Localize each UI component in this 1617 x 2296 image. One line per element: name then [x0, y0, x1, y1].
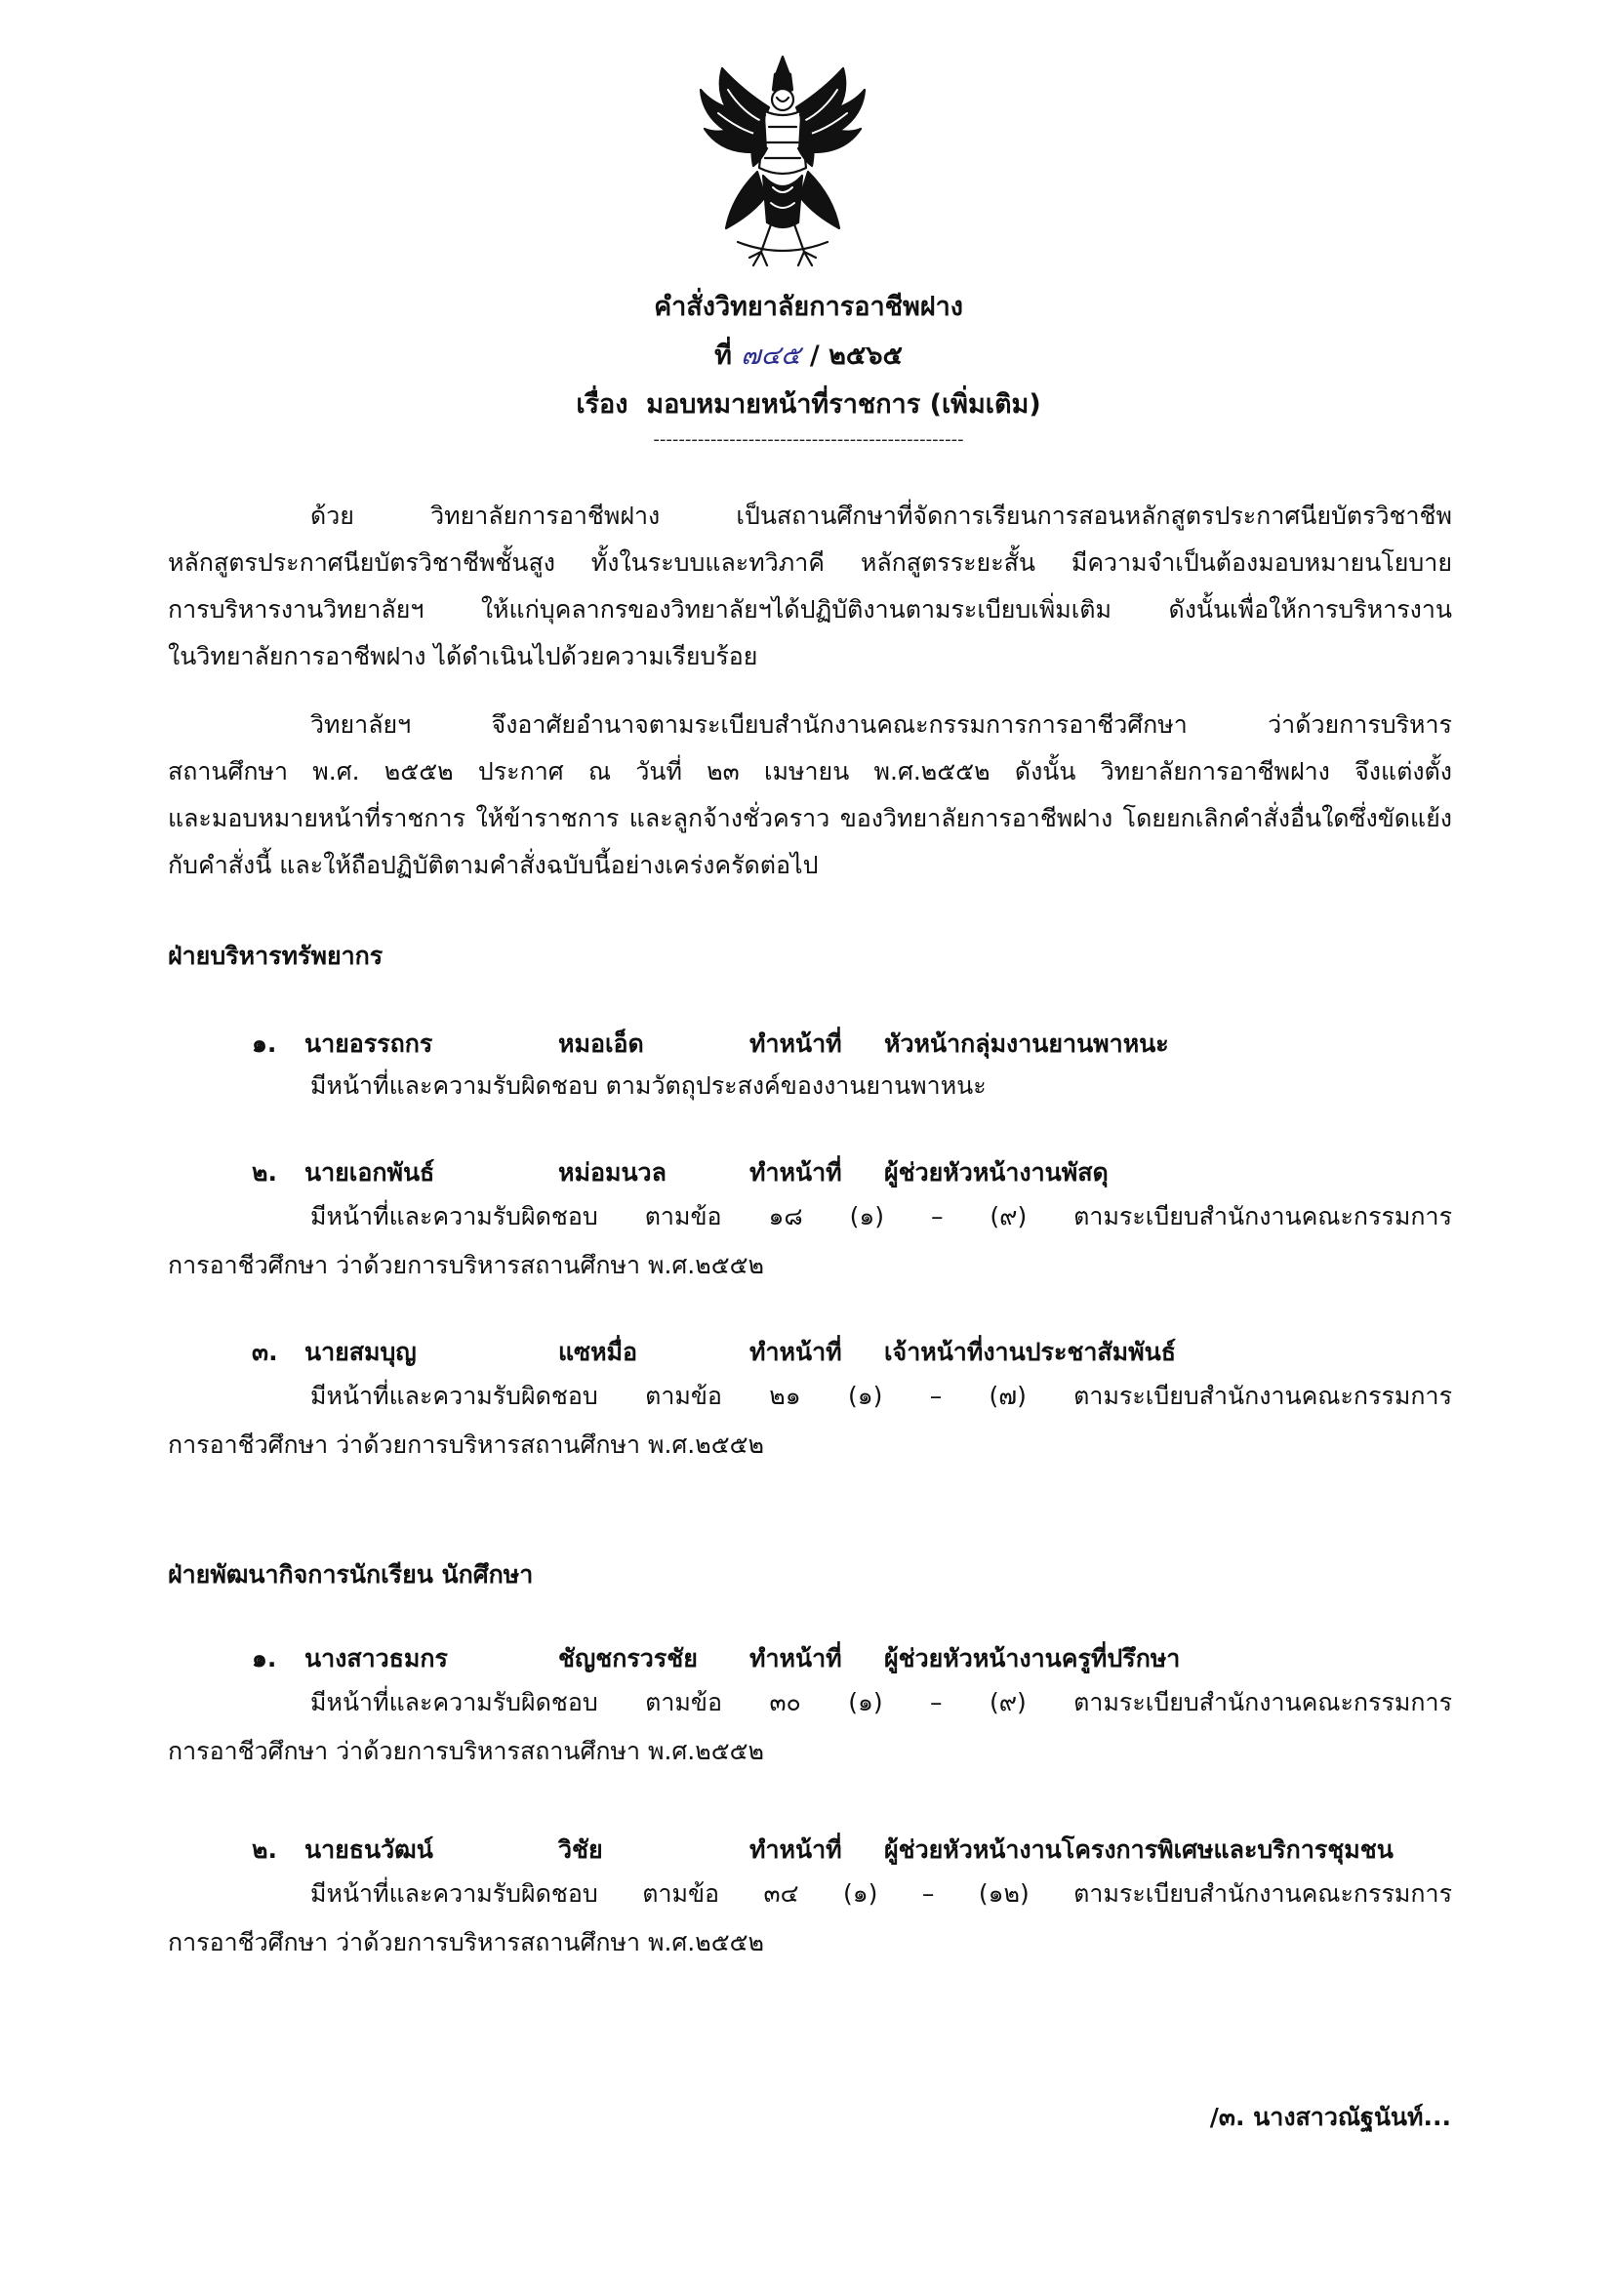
member-role-label: ทำหน้าที่: [749, 1029, 842, 1058]
member-role-label: ทำหน้าที่: [749, 1644, 842, 1672]
intro-p2-line3: และมอบหมายหน้าที่ราชการ ให้ข้าราชการ และลูกจ้างชั่วคราว ของวิทยาลัยการอาชีพฝาง โดยยกเลิกคำสั่งอื่นใดซึ่งขัดแย้ง: [168, 804, 1452, 832]
intro-p2-line2: สถานศึกษา พ.ศ. ๒๕๕๒ ประกาศ ณ วันที่ ๒๓ เมษายน พ.ศ.๒๕๕๒ ดังนั้น วิทยาลัยการอาชีพฝาง จึงแต่งตั้ง: [168, 757, 1452, 785]
member-duty-line1: มีหน้าที่และความรับผิดชอบ ตามข้อ ๓๐ (๑) – (๙) ตามระเบียบสำนักงานคณะกรรมการ: [310, 1688, 1452, 1716]
intro-p1-line4: ในวิทยาลัยการอาชีพฝาง ได้ดำเนินไปด้วยความเรียบร้อย: [168, 642, 758, 670]
intro-p1-line2: หลักสูตรประกาศนียบัตรวิชาชีพชั้นสูง ทั้งในระบบและทวิภาคี หลักสูตรระยะสั้น มีความจำเป็นต้องมอบหมายนโยบาย: [168, 548, 1452, 577]
member-role-label: ทำหน้าที่: [749, 1338, 842, 1366]
order-number-year: / ๒๕๖๕: [809, 341, 903, 371]
member-row: [0, 1025, 1617, 1058]
intro-p2-line4: กับคำสั่งนี้ และให้ถือปฏิบัติตามคำสั่งฉบับนี้อย่างเคร่งครัดต่อไป: [168, 851, 819, 879]
order-number-prefix: ที่: [714, 341, 732, 371]
subject-label: เรื่อง: [576, 389, 628, 420]
section-title: ฝ่ายพัฒนากิจการนักเรียน นักศึกษา: [168, 1560, 534, 1589]
member-duty-line1: มีหน้าที่และความรับผิดชอบ ตามข้อ ๒๑ (๑) – (๗) ตามระเบียบสำนักงานคณะกรรมการ: [310, 1382, 1452, 1410]
member-last-name: หมอเอ็ด: [558, 1029, 644, 1058]
member-last-name: หม่อมนวล: [558, 1158, 667, 1187]
heading-divider: -------------------------------------------------: [653, 429, 964, 450]
member-first-name: นายเอกพันธ์: [304, 1158, 435, 1187]
intro-p1-line3: การบริหารงานวิทยาลัยฯ ให้แก่บุคลากรของวิทยาลัยฯได้ปฏิบัติงานตามระเบียบเพิ่มเติม ดังนั้นเพื่อให้การบริหารงาน: [168, 595, 1452, 624]
member-last-name: ชัญชกรวรชัย: [558, 1644, 698, 1672]
order-title: คำสั่งวิทยาลัยการอาชีพฝาง: [654, 292, 963, 322]
member-role-label: ทำหน้าที่: [749, 1835, 842, 1864]
member-row: [0, 1831, 1617, 1864]
member-duty-line1: มีหน้าที่และความรับผิดชอบ ตามข้อ ๑๘ (๑) – (๙) ตามระเบียบสำนักงานคณะกรรมการ: [310, 1202, 1452, 1230]
order-number: [0, 334, 1617, 376]
intro-p1-line1: ด้วย วิทยาลัยการอาชีพฝาง เป็นสถานศึกษาที่จัดการเรียนการสอนหลักสูตรประกาศนียบัตรวิชาชีพ: [310, 502, 1452, 530]
member-position: หัวหน้ากลุ่มงานยานพาหนะ: [884, 1029, 1169, 1058]
member-number: ๒.: [252, 1158, 277, 1187]
member-number: ๓.: [252, 1338, 278, 1366]
member-duty-line2: การอาชีวศึกษา ว่าด้วยการบริหารสถานศึกษา พ.ศ.๒๕๕๒: [168, 1430, 765, 1459]
member-row: [0, 1333, 1617, 1366]
member-position: ผู้ช่วยหัวหน้างานครูที่ปรึกษา: [884, 1644, 1181, 1672]
member-duty-line1: มีหน้าที่และความรับผิดชอบ ตามข้อ ๓๔ (๑) – (๑๒) ตามระเบียบสำนักงานคณะกรรมการ: [310, 1879, 1452, 1908]
intro-p2-line1: วิทยาลัยฯ จึงอาศัยอำนาจตามระเบียบสำนักงานคณะกรรมการการอาชีวศึกษา ว่าด้วยการบริหาร: [310, 710, 1452, 739]
member-first-name: นายธนวัฒน์: [304, 1835, 433, 1864]
member-row: [0, 1153, 1617, 1187]
member-row: [0, 1639, 1617, 1672]
member-first-name: นายสมบุญ: [304, 1338, 417, 1366]
member-role-label: ทำหน้าที่: [749, 1158, 842, 1187]
subject-text: มอบหมายหน้าที่ราชการ (เพิ่มเติม): [646, 389, 1041, 420]
member-duty-line2: การอาชีวศึกษา ว่าด้วยการบริหารสถานศึกษา พ.ศ.๒๕๕๒: [168, 1251, 765, 1279]
order-subject: [0, 383, 1617, 424]
member-duty-line1: มีหน้าที่และความรับผิดชอบ ตามวัตถุประสงค์ของงานยานพาหนะ: [310, 1071, 987, 1100]
order-number-handwritten: ๗๔๕: [741, 341, 801, 371]
member-position: เจ้าหน้าที่งานประชาสัมพันธ์: [884, 1338, 1176, 1366]
garuda-emblem-icon: [693, 51, 872, 273]
member-duty-line2: การอาชีวศึกษา ว่าด้วยการบริหารสถานศึกษา พ.ศ.๒๕๕๒: [168, 1928, 765, 1956]
section-title: ฝ่ายบริหารทรัพยากร: [168, 942, 384, 970]
member-position: ผู้ช่วยหัวหน้างานพัสดุ: [884, 1158, 1109, 1187]
member-number: ๑.: [252, 1029, 277, 1058]
member-position: ผู้ช่วยหัวหน้างานโครงการพิเศษและบริการชุมชน: [884, 1835, 1394, 1864]
member-first-name: นางสาวธมกร: [304, 1644, 448, 1672]
member-first-name: นายอรรถกร: [304, 1029, 433, 1058]
member-number: ๒.: [252, 1835, 277, 1864]
member-last-name: วิชัย: [558, 1835, 603, 1864]
member-duty-line2: การอาชีวศึกษา ว่าด้วยการบริหารสถานศึกษา พ.ศ.๒๕๕๒: [168, 1737, 765, 1765]
continuation-note: /๓. นางสาวณัฐนันท์...: [1209, 2103, 1451, 2131]
member-last-name: แซหมื่อ: [558, 1338, 638, 1366]
member-number: ๑.: [252, 1644, 277, 1672]
